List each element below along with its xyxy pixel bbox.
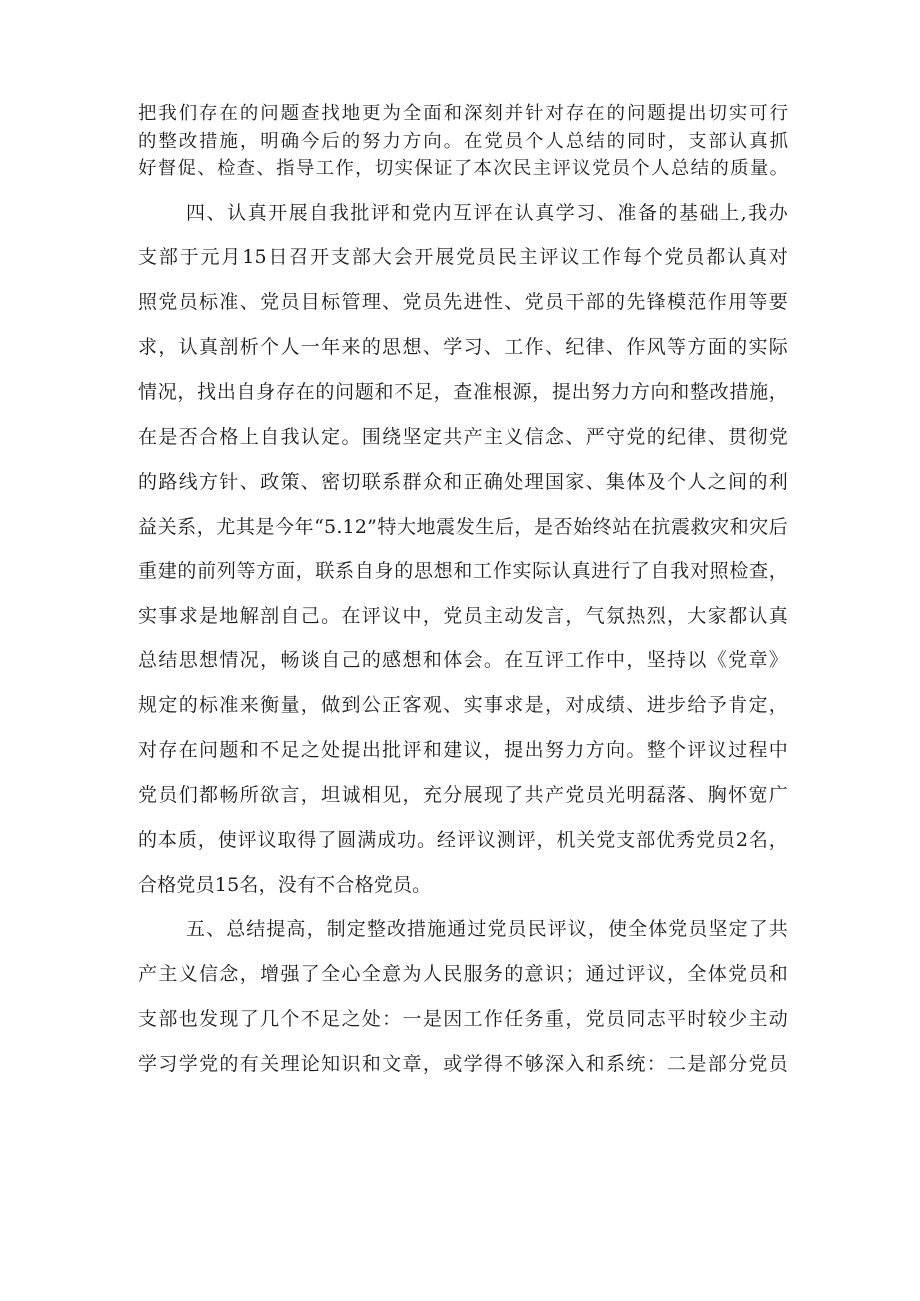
section4-last-line: 合格党员15名，没有不合格党员。 bbox=[138, 874, 432, 896]
section4-line: 规定的标准来衡量，做到公正客观、实事求是，对成绩、进步给予肯定， bbox=[138, 694, 788, 716]
section4-line: 党员们都畅所欲言，坦诚相见，充分展现了共产党员光明磊落、胸怀宽广 bbox=[138, 784, 788, 806]
intro-line-1: 把我们存在的问题查找地更为全面和深刻并针对存在的问题提出切实可行 bbox=[138, 103, 788, 124]
section4-line: 对存在问题和不足之处提出批评和建议，提出努力方向。整个评议过程中 bbox=[138, 739, 788, 761]
section4-line: 的本质，使评议取得了圆满成功。经评议测评，机关党支部优秀党员2名， bbox=[138, 829, 788, 851]
intro-line-3: 好督促、检查、指导工作，切实保证了本次民主评议党员个人总结的质量。 bbox=[138, 158, 788, 179]
section4-line: 支部于元月15日召开支部大会开展党员民主评议工作每个党员都认真对 bbox=[138, 246, 788, 268]
section4-line: 重建的前列等方面，联系自身的思想和工作实际认真进行了自我对照检查， bbox=[138, 560, 788, 582]
section5-line: 学习学党的有关理论知识和文章，或学得不够深入和系统：二是部分党员 bbox=[138, 1053, 788, 1075]
intro-line-2: 的整改措施，明确今后的努力方向。在党员个人总结的同时，支部认真抓 bbox=[138, 131, 788, 152]
section4-line: 的路线方针、政策、密切联系群众和正确处理国家、集体及个人之间的利 bbox=[138, 471, 788, 493]
section5-line: 产主义信念，增强了全心全意为人民服务的意识；通过评议，全体党员和 bbox=[138, 963, 788, 985]
section4-heading-line: 四、认真开展自我批评和党内互评在认真学习、准备的基础上,我办 bbox=[186, 202, 788, 224]
section4-line: 求，认真剖析个人一年来的思想、学习、工作、纪律、作风等方面的实际 bbox=[138, 336, 788, 358]
section4-line: 实事求是地解剖自己。在评议中，党员主动发言，气氛热烈，大家都认真 bbox=[138, 605, 788, 627]
section4-line: 在是否合格上自我认定。围绕坚定共产主义信念、严守党的纪律、贯彻党 bbox=[138, 426, 788, 448]
section5-heading-line: 五、总结提高，制定整改措施通过党员民评议，使全体党员坚定了共 bbox=[186, 918, 788, 940]
section4-line: 益关系，尤其是今年“5.12”特大地震发生后，是否始终站在抗震救灾和灾后 bbox=[138, 516, 788, 538]
section4-line: 情况，找出自身存在的问题和不足，查准根源，提出努力方向和整改措施， bbox=[138, 381, 788, 403]
section5-line: 支部也发现了几个不足之处：一是因工作任务重，党员同志平时较少主动 bbox=[138, 1008, 788, 1030]
section4-line: 照党员标准、党员目标管理、党员先进性、党员干部的先锋模范作用等要 bbox=[138, 291, 788, 313]
section4-line: 总结思想情况，畅谈自己的感想和体会。在互评工作中，坚持以《党章》 bbox=[138, 649, 788, 671]
